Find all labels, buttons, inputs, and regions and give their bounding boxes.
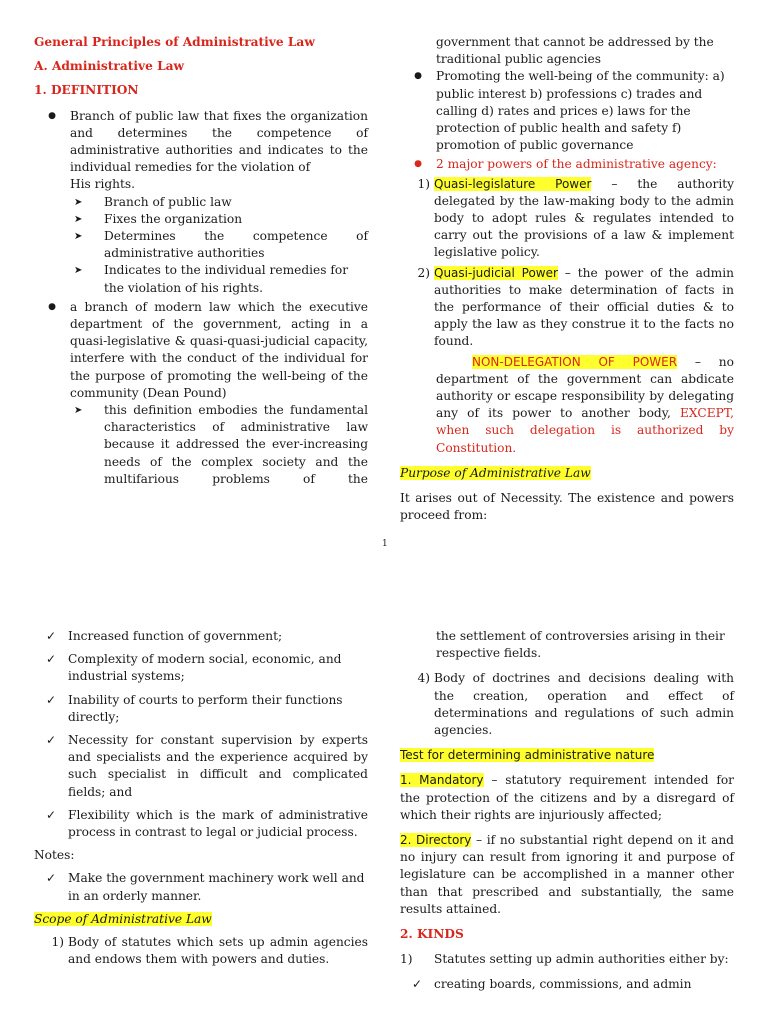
non-delegation-label: NON-DELEGATION OF POWER — [472, 354, 678, 369]
purpose-check-item: ✓ Complexity of modern social, economic, and industrial systems; — [34, 651, 368, 685]
arrow-icon: ➤ — [74, 196, 83, 208]
definition-sub-item: ➤ Indicates to the individual remedies for the violation of his rights. — [70, 262, 368, 296]
definition-sub-item: ➤ this definition embodies the fundamental characteristics of administrative law because it addressed the ever-increasing needs of the complex society and the multifarious problems of the — [70, 402, 368, 488]
definition-text-1-cont: His rights. — [70, 177, 136, 192]
page2-right-column — [400, 628, 734, 1000]
purpose-check-item: ✓ Increased function of government; — [34, 628, 368, 645]
bullet-icon: ● — [48, 110, 56, 121]
checkmark-icon: ✓ — [45, 871, 57, 886]
purpose-text: It arises out of Necessity. The existence and powers proceed from: — [400, 491, 734, 523]
page-2 — [0, 612, 768, 1024]
power-item-1: 1) Quasi-legislature Power – the authority delegated by the law-making body to the admin body to adopt rules & regulates intended to carry out the provisions of a law & implement legislative policy. — [417, 176, 734, 260]
checkmark-icon: ✓ — [45, 733, 57, 748]
scope-heading: Scope of Administrative Law — [34, 911, 212, 926]
checkmark-icon: ✓ — [411, 977, 423, 992]
purpose-check-item: ✓ Necessity for constant supervision by experts and specialists and the experience acquired by such specialist in difficult and complicated fields; and — [34, 732, 368, 801]
kinds-item-1: 1) Statutes setting up admin authorities either by: — [400, 952, 729, 967]
page1-right-column — [400, 34, 734, 524]
kinds-check-item: ✓ creating boards, commissions, and admin — [400, 976, 734, 993]
kinds-heading: 2. KINDS — [400, 927, 464, 942]
checkmark-icon: ✓ — [45, 629, 57, 643]
definition-bullet-2 — [34, 299, 368, 488]
page-number: 1 — [382, 539, 388, 549]
test-heading: Test for determining administrative nature — [400, 748, 655, 763]
document-title: General Principles of Administrative Law — [34, 35, 315, 49]
major-powers-bullet: ● 2 major powers of the administrative agency: — [400, 156, 734, 173]
mandatory-paragraph: 1. Mandatory – statutory requirement intended for the protection of the citizens and by a disregard of which their rights are injuriously affected; — [400, 773, 734, 822]
definition-sub-item: ➤ Determines the competence of administrative authorities — [70, 228, 368, 262]
definition-bullet-1 — [34, 108, 368, 297]
purpose-heading: Purpose of Administrative Law — [400, 465, 591, 480]
power1-label: Quasi-legislature Power — [434, 176, 592, 191]
notes-check-item: ✓ Make the government machinery work well and in an orderly manner. — [34, 870, 368, 904]
checkmark-icon: ✓ — [45, 807, 57, 822]
bullet-icon: ● — [48, 301, 56, 312]
bullet-icon: ● — [414, 159, 422, 170]
scope-item-1: 1) Body of statutes which sets up admin agencies and endows them with powers and duties. — [51, 935, 368, 967]
definition-text-2: a branch of modern law which the executive department of the government, acting in a quasi-legislative & quasi-quasi-judicial capacity, interfere with the conduct of the individual for the purpose of promoting the well-being of the community (Dean Pound) — [70, 299, 368, 400]
scope-item-4: 4) Body of doctrines and decisions dealing with the creation, operation and effect of determinations and regulations of such admin agencies. — [417, 671, 734, 738]
directory-label: 2. Directory — [400, 833, 472, 848]
notes-label: Notes: — [34, 848, 75, 863]
definition-sub-item: ➤ Fixes the organization — [70, 211, 368, 228]
power-item-2: 2) Quasi-judicial Power – the power of the admin authorities to make determination of facts in the performance of their official duties & to apply the law as they construe it to the facts no found. — [417, 265, 734, 349]
purpose-check-item: ✓ Flexibility which is the mark of administrative process in contrast to legal or judicial process. — [34, 807, 368, 841]
arrow-icon: ➤ — [74, 213, 83, 225]
purpose-check-item: ✓ Inability of courts to perform their functions directly; — [34, 692, 368, 726]
arrow-icon: ➤ — [74, 231, 83, 243]
page2-left-column — [34, 628, 368, 971]
definition-heading: 1. DEFINITION — [34, 83, 139, 98]
directory-paragraph: 2. Directory – if no substantial right depend on it and no injury can result from ignoring it and purpose of legislature can be accomplished in a manner other than that prescribed and substantially, the same results attained. — [400, 833, 734, 916]
continued-text: government that cannot be addressed by the traditional public agencies — [436, 35, 714, 67]
continued-text: the settlement of controversies arising in their respective fields. — [436, 629, 725, 661]
checkmark-icon: ✓ — [45, 692, 57, 707]
arrow-icon: ➤ — [74, 265, 83, 277]
bullet-icon: ● — [414, 71, 422, 82]
non-delegation-paragraph: NON-DELEGATION OF POWER – no department of the government can abdicate authority or escape responsibility by delegating any of its power to another body, EXCEPT, when such delegation is authorized by Constitution. — [436, 354, 735, 455]
promoting-bullet: ● Promoting the well-being of the community: a) public interest b) professions c) trades and calling d) rates and prices e) laws for the protection of public health and safety f) promotion of public governance — [400, 68, 734, 154]
page1-left-column — [34, 34, 368, 490]
checkmark-icon: ✓ — [45, 652, 57, 667]
definition-text-1: Branch of public law that fixes the organization and determines the competence of administrative authorities and indicates to the individual remedies for the violation of — [70, 108, 368, 175]
power2-label: Quasi-judicial Power — [434, 265, 558, 280]
section-heading-a: A. Administrative Law — [34, 59, 185, 74]
arrow-icon: ➤ — [74, 405, 83, 417]
mandatory-label: 1. Mandatory — [400, 773, 484, 788]
definition-sub-item: ➤ Branch of public law — [70, 194, 368, 211]
non-delegation-exception: EXCEPT, when such delegation is authorized by Constitution. — [436, 406, 735, 455]
